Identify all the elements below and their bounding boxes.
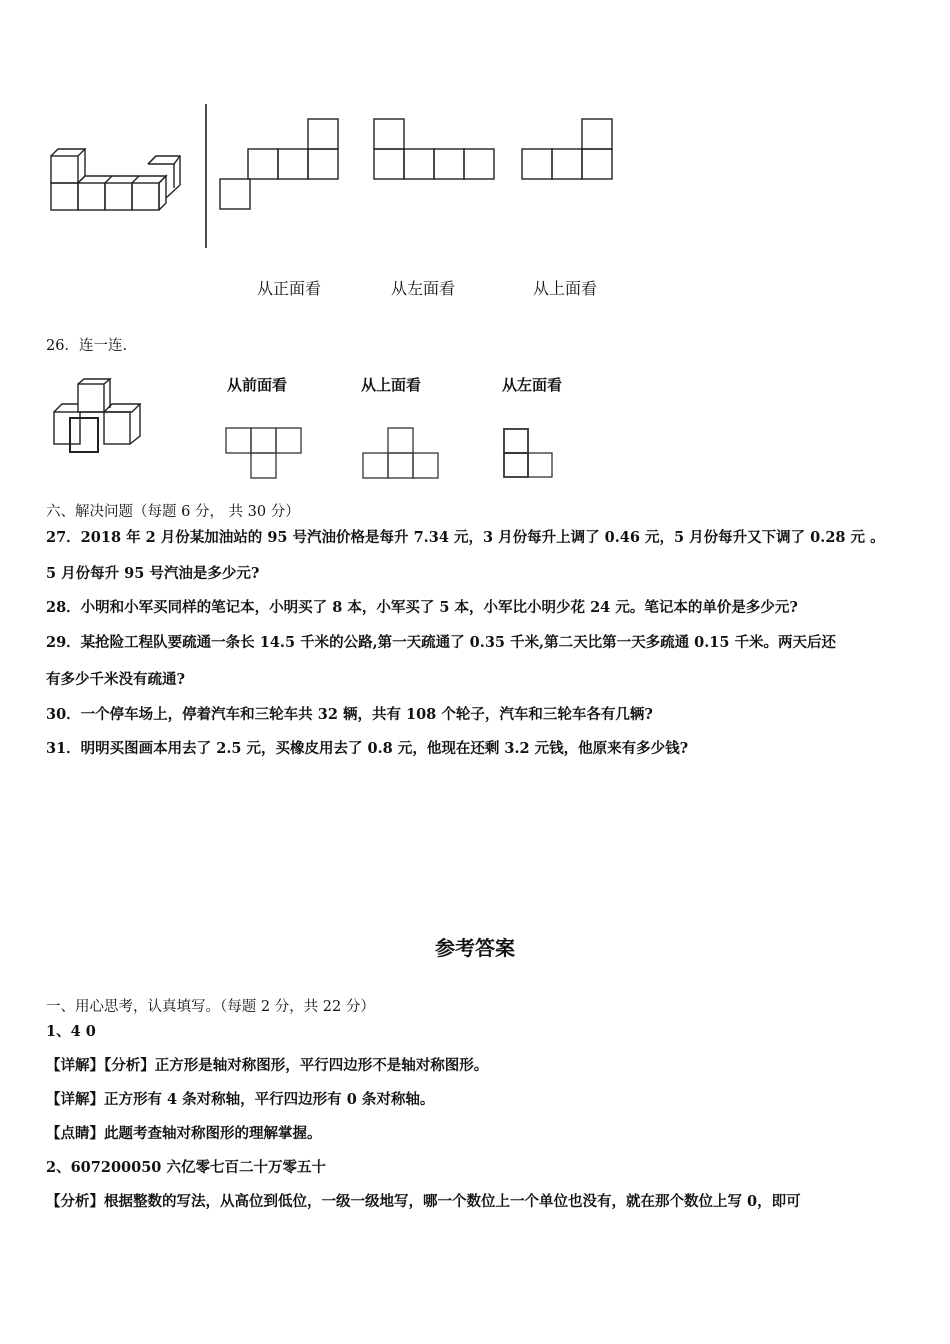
question-29-line-1: 29．某抢险工程队要疏通一条长 14.5 千米的公路,第一天疏通了 0.35 千米,第二天比第一天多疏通 0.15 千米。两天后还 bbox=[46, 634, 837, 651]
question-28: 28．小明和小军买同样的笔记本，小明买了 8 本，小军买了 5 本，小军比小明少花 24 元。笔记本的单价是多少元? bbox=[46, 599, 798, 616]
question-27-line-1: 27．2018 年 2 月份某加油站的 95 号汽油价格是每升 7.34 元，3 月份每升上调了 0.46 元，5 月份每升又下调了 0.28 元 。 bbox=[46, 529, 885, 546]
answer-1: 1、4 0 bbox=[46, 1023, 96, 1040]
front-view-label: 从正面看 bbox=[257, 279, 322, 298]
cube-solid-figure bbox=[48, 148, 188, 214]
question-27-line-2: 5 月份每升 95 号汽油是多少元? bbox=[46, 565, 260, 582]
answers-title: 参考答案 bbox=[435, 936, 515, 960]
question-29-line-2: 有多少千米没有疏通? bbox=[46, 671, 185, 688]
question-31: 31．明明买图画本用去了 2.5 元，买橡皮用去了 0.8 元，他现在还剩 3.2 元钱，他原来有多少钱? bbox=[46, 740, 689, 757]
answers-section-1-heading: 一、用心思考，认真填写。（每题 2 分，共 22 分） bbox=[46, 999, 375, 1015]
top-view-shape bbox=[520, 117, 616, 183]
question-30: 30．一个停车场上，停着汽车和三轮车共 32 辆，共有 108 个轮子，汽车和三轮车各有几辆? bbox=[46, 706, 653, 723]
q26-top-view-shape bbox=[361, 426, 441, 482]
answer-1-detail: 【详解】正方形有 4 条对称轴，平行四边形有 0 条对称轴。 bbox=[46, 1091, 435, 1108]
q26-front-view-shape bbox=[224, 426, 304, 482]
question-26-text: 26．连一连. bbox=[46, 338, 128, 354]
left-view-shape bbox=[372, 117, 498, 183]
answer-1-analysis: 【详解】【分析】正方形是轴对称图形，平行四边形不是轴对称图形。 bbox=[46, 1057, 489, 1074]
q26-left-view-shape bbox=[501, 426, 557, 482]
q26-cube-solid-figure bbox=[50, 378, 160, 454]
q26-front-view-label: 从前面看 bbox=[227, 376, 288, 394]
answer-1-comment: 【点睛】此题考查轴对称图形的理解掌握。 bbox=[46, 1125, 322, 1142]
answer-2: 2、607200050 六亿零七百二十万零五十 bbox=[46, 1159, 326, 1176]
section-6-heading: 六、解决问题（每题 6 分， 共 30 分） bbox=[46, 504, 300, 520]
answer-2-analysis: 【分析】根据整数的写法，从高位到低位，一级一级地写，哪一个数位上一个单位也没有，就在那个数位上写 0，即可 bbox=[46, 1193, 801, 1210]
divider-line bbox=[204, 104, 208, 248]
front-view-shape bbox=[218, 117, 342, 211]
q26-top-view-label: 从上面看 bbox=[361, 376, 422, 394]
top-view-label: 从上面看 bbox=[533, 279, 598, 298]
left-view-label: 从左面看 bbox=[391, 279, 456, 298]
q26-left-view-label: 从左面看 bbox=[502, 376, 563, 394]
